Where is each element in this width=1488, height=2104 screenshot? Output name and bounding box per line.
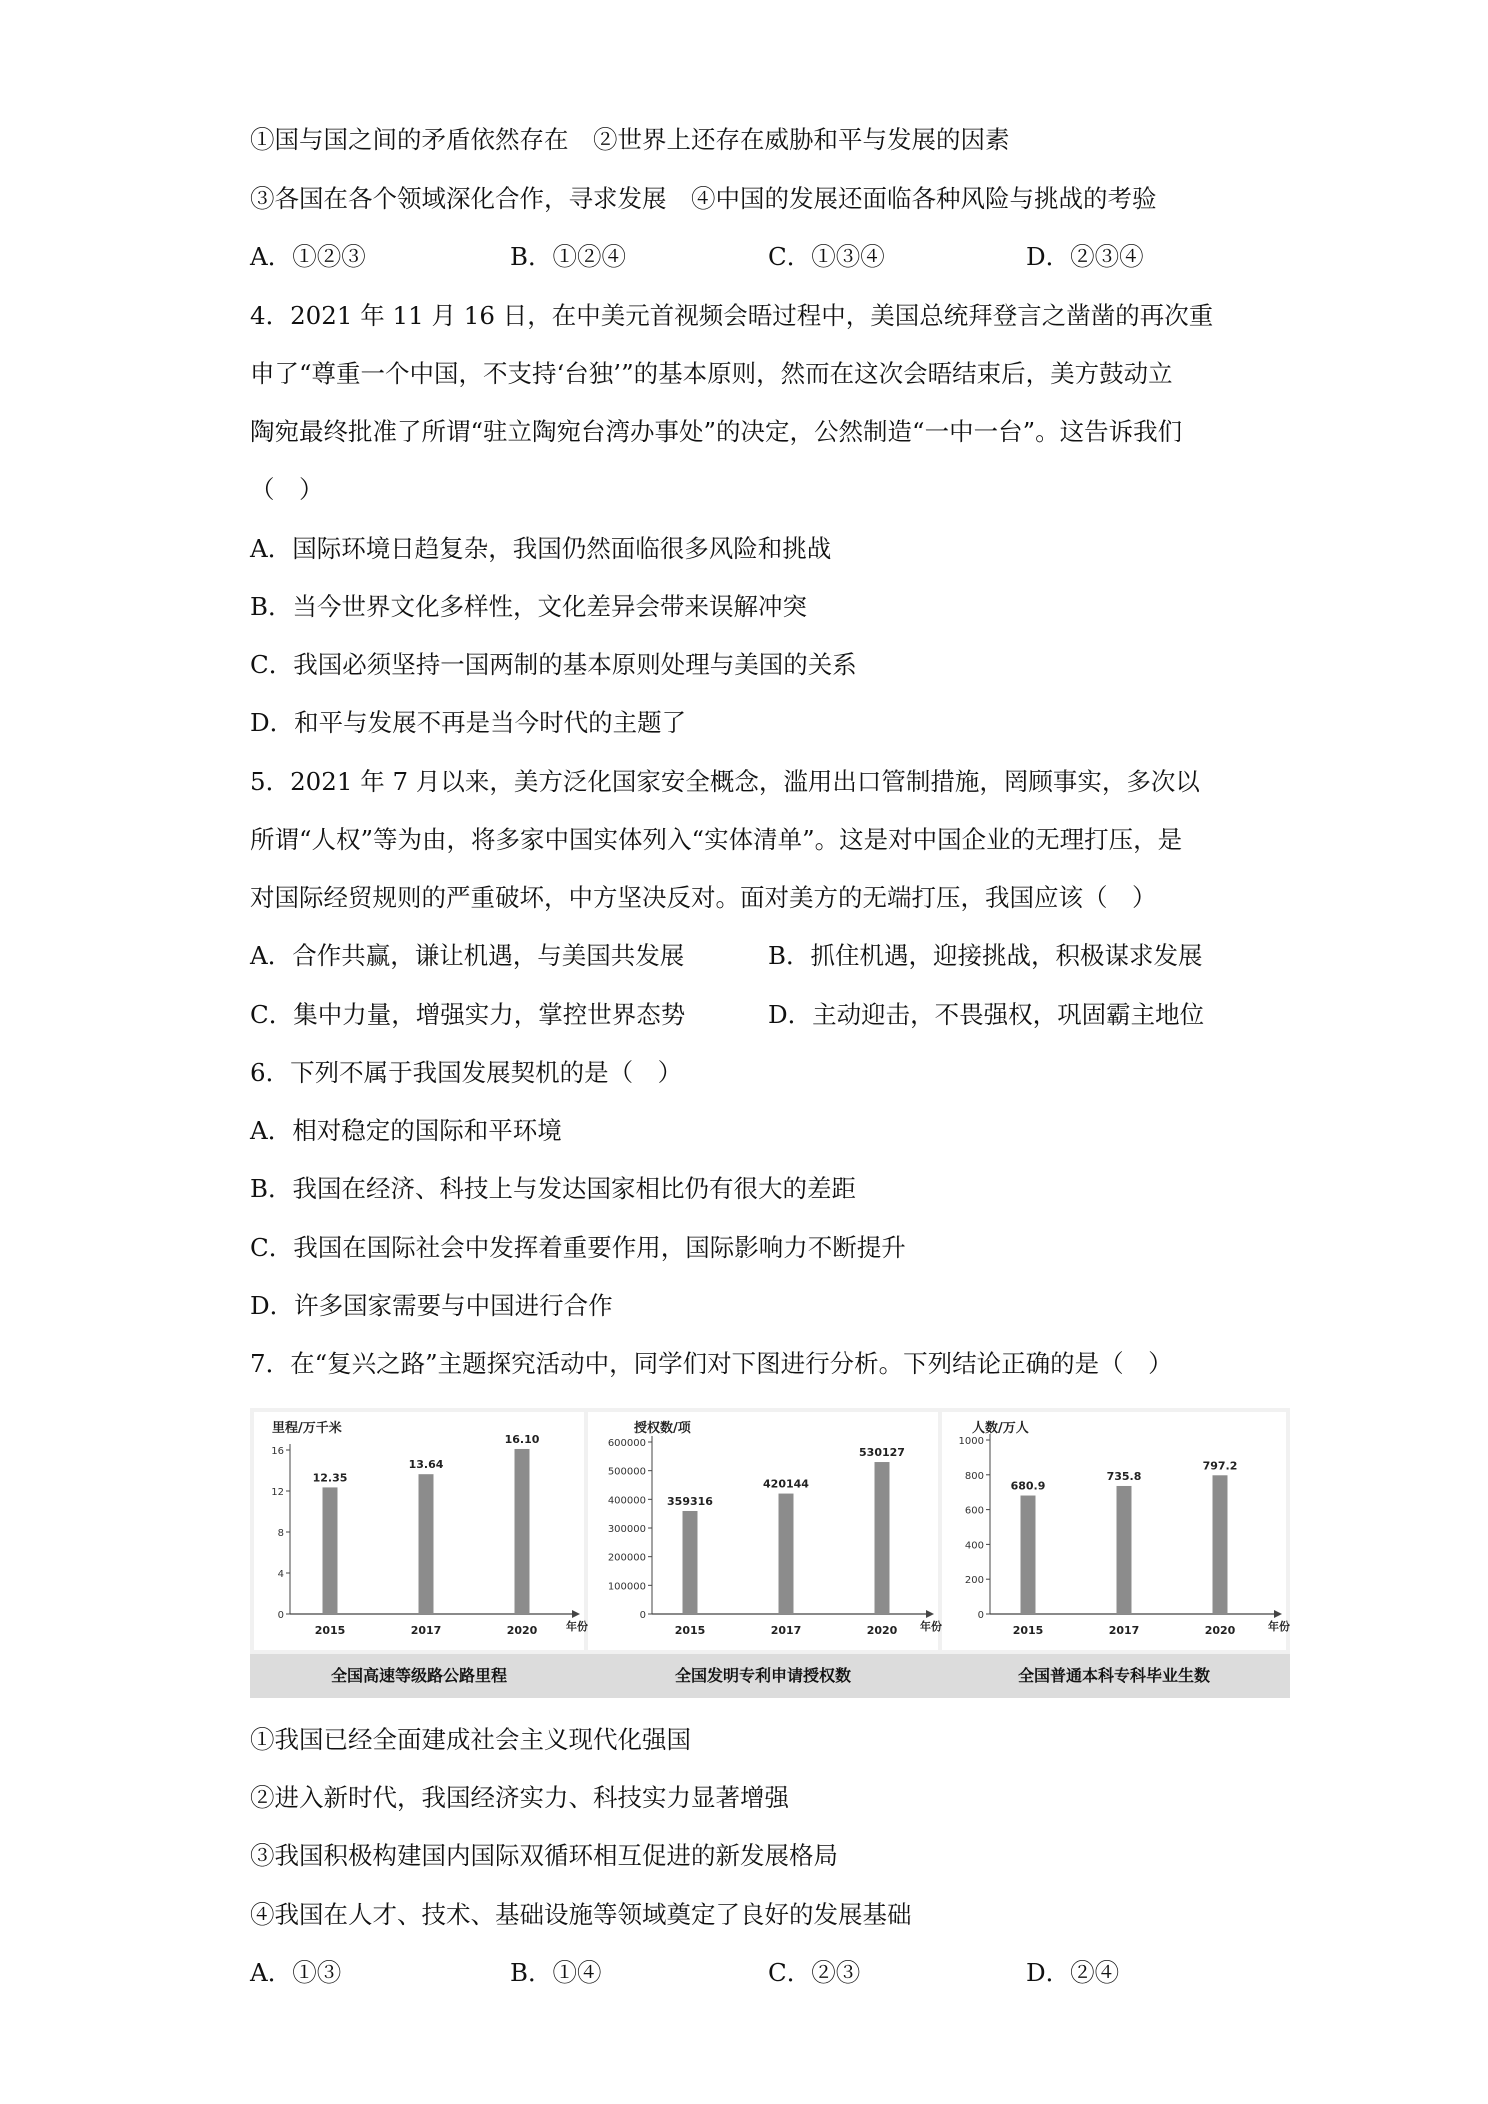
bar-2020 [1213, 1475, 1228, 1614]
value-label-2015: 12.35 [312, 1471, 348, 1485]
category-label-2020: 2020 [866, 1624, 898, 1637]
q5-option-c: C．集中力量，增强实力，掌控世界态势 [250, 1000, 686, 1029]
q3-statement-line-1: ①国与国之间的矛盾依然存在 ②世界上还存在威胁和平与发展的因素 [250, 125, 1010, 154]
bar-2017 [779, 1494, 794, 1614]
x-axis-label: 年份 [1268, 1620, 1290, 1633]
caption-highway: 全国高速等级路公路里程 [330, 1666, 507, 1685]
q3-options [250, 240, 1250, 274]
category-label-2020: 2020 [506, 1624, 538, 1637]
category-label-2020: 2020 [1204, 1624, 1236, 1637]
y-tick-label: 0 [277, 1610, 284, 1621]
q5-stem-line-3: 对国际经贸规则的严重破坏，中方坚决反对。面对美方的无端打压，我国应该（ ） [250, 883, 1157, 912]
x-axis-label: 年份 [566, 1620, 588, 1633]
q3-option-c: C．①③④ [768, 242, 885, 271]
q7-option-d: D．②④ [1026, 1958, 1120, 1987]
caption-patents: 全国发明专利申请授权数 [674, 1666, 851, 1685]
chart-panel-graduates [942, 1412, 1290, 1650]
x-axis-label: 年份 [920, 1620, 942, 1633]
q5-option-a: A．合作共赢，谦让机遇，与美国共发展 [250, 941, 685, 970]
y-tick-label: 500000 [607, 1466, 646, 1478]
q6-option-d: D．许多国家需要与中国进行合作 [250, 1291, 613, 1320]
q3-statement-line-2: ③各国在各个领域深化合作，寻求发展 ④中国的发展还面临各种风险与挑战的考验 [250, 184, 1157, 213]
y-tick-label: 0 [639, 1610, 646, 1621]
value-label-2017: 13.64 [408, 1458, 444, 1472]
q7-statement-4: ④我国在人才、技术、基础设施等领域奠定了良好的发展基础 [250, 1900, 912, 1929]
q5-option-d: D．主动迎击，不畏强权，巩固霸主地位 [768, 1000, 1205, 1029]
y-tick-label: 400000 [607, 1495, 646, 1507]
q4-stem-line-3: 陶宛最终批准了所谓“驻立陶宛台湾办事处”的决定，公然制造“一中一台”。这告诉我们 [250, 417, 1183, 446]
y-tick-label: 400 [964, 1540, 984, 1552]
patent-grants-chart [588, 1412, 942, 1650]
x-axis-arrow [572, 1610, 580, 1618]
y-tick-label: 600000 [607, 1438, 646, 1449]
value-label-2020: 797.2 [1202, 1459, 1238, 1473]
q7-statement-2: ②进入新时代，我国经济实力、科技实力显著增强 [250, 1783, 789, 1812]
q7-option-c: C．②③ [768, 1958, 861, 1987]
q5-options-row-1 [250, 939, 1250, 973]
category-label-2015: 2015 [1012, 1624, 1044, 1637]
y-axis-label: 授权数/项 [634, 1421, 691, 1436]
category-label-2017: 2017 [770, 1624, 802, 1637]
bar-2015 [323, 1487, 338, 1614]
q6-option-a: A．相对稳定的国际和平环境 [250, 1116, 562, 1145]
y-tick-label: 100000 [607, 1581, 646, 1593]
q6-stem: 6．下列不属于我国发展契机的是（ ） [250, 1058, 683, 1087]
highway-mileage-chart [254, 1412, 588, 1650]
x-axis-arrow [1274, 1610, 1282, 1618]
y-tick-label: 600 [964, 1505, 984, 1517]
y-axis-label: 里程/万千米 [272, 1421, 342, 1436]
bar-2015 [683, 1511, 698, 1614]
bar-2017 [1117, 1486, 1132, 1614]
value-label-2017: 735.8 [1106, 1469, 1142, 1483]
bar-2015 [1021, 1496, 1036, 1614]
value-label-2015: 680.9 [1010, 1479, 1046, 1493]
y-tick-label: 0 [977, 1610, 984, 1621]
category-label-2017: 2017 [1108, 1624, 1140, 1637]
x-axis-arrow [926, 1610, 934, 1618]
y-tick-label: 4 [277, 1569, 284, 1580]
q7-stem: 7．在“复兴之路”主题探究活动中，同学们对下图进行分析。下列结论正确的是（ ） [250, 1349, 1173, 1378]
y-tick-label: 800 [964, 1470, 984, 1482]
bar-2020 [515, 1449, 530, 1614]
category-label-2015: 2015 [674, 1624, 706, 1637]
q4-answer-blank: （ ） [250, 475, 324, 504]
y-tick-label: 1000 [958, 1436, 984, 1447]
y-tick-label: 16 [271, 1446, 284, 1457]
q7-statement-1: ①我国已经全面建成社会主义现代化强国 [250, 1725, 691, 1754]
category-label-2017: 2017 [410, 1624, 442, 1637]
q3-option-d: D．②③④ [1026, 242, 1144, 271]
bar-2020 [875, 1462, 890, 1614]
q4-stem-line-2: 申了“尊重一个中国，不支持‘台独’”的基本原则，然而在这次会晤结束后，美方鼓动立 [250, 359, 1173, 388]
bar-2017 [419, 1474, 434, 1614]
q5-option-b: B．抓住机遇，迎接挑战，积极谋求发展 [768, 941, 1203, 970]
q5-stem-line-1: 5．2021 年 7 月以来，美方泛化国家安全概念，滥用出口管制措施，罔顾事实，多次以 [250, 767, 1200, 796]
y-tick-label: 12 [271, 1487, 284, 1498]
q4-option-b: B．当今世界文化多样性，文化差异会带来误解冲突 [250, 592, 808, 621]
q7-option-b: B．①④ [510, 1958, 602, 1987]
q7-statement-3: ③我国积极构建国内国际双循环相互促进的新发展格局 [250, 1841, 838, 1870]
q5-stem-line-2: 所谓“人权”等为由，将多家中国实体列入“实体清单”。这是对中国企业的无理打压，是 [250, 825, 1183, 854]
q3-option-a: A．①②③ [250, 242, 366, 271]
value-label-2015: 359316 [667, 1494, 713, 1508]
y-axis-label: 人数/万人 [972, 1421, 1029, 1436]
q4-option-d: D．和平与发展不再是当今时代的主题了 [250, 708, 687, 737]
q3-option-b: B．①②④ [510, 242, 627, 271]
y-tick-label: 300000 [607, 1524, 646, 1535]
q6-option-b: B．我国在经济、科技上与发达国家相比仍有很大的差距 [250, 1174, 857, 1203]
q4-option-a: A．国际环境日趋复杂，我国仍然面临很多风险和挑战 [250, 534, 832, 563]
category-label-2015: 2015 [314, 1624, 346, 1637]
y-tick-label: 8 [277, 1528, 284, 1539]
chart-panel-patents [588, 1412, 942, 1650]
q4-option-c: C．我国必须坚持一国两制的基本原则处理与美国的关系 [250, 650, 857, 679]
chart-panel-highway [254, 1412, 588, 1650]
q5-options-row-2 [250, 998, 1250, 1032]
value-label-2020: 530127 [859, 1446, 905, 1460]
value-label-2020: 16.10 [504, 1432, 540, 1446]
q4-stem-line-1: 4．2021 年 11 月 16 日，在中美元首视频会晤过程中，美国总统拜登言之凿凿的再次重 [250, 301, 1214, 330]
q6-option-c: C．我国在国际社会中发挥着重要作用，国际影响力不断提升 [250, 1233, 906, 1262]
figure-caption-bar [250, 1654, 1290, 1698]
q7-option-a: A．①③ [250, 1958, 342, 1987]
graduates-chart [942, 1412, 1290, 1650]
q7-options [250, 1956, 1250, 1990]
y-tick-label: 200000 [607, 1552, 646, 1564]
q7-figure [250, 1408, 1290, 1698]
y-tick-label: 200 [964, 1575, 984, 1587]
caption-graduates: 全国普通本科专科毕业生数 [1017, 1666, 1210, 1685]
value-label-2017: 420144 [763, 1477, 809, 1491]
